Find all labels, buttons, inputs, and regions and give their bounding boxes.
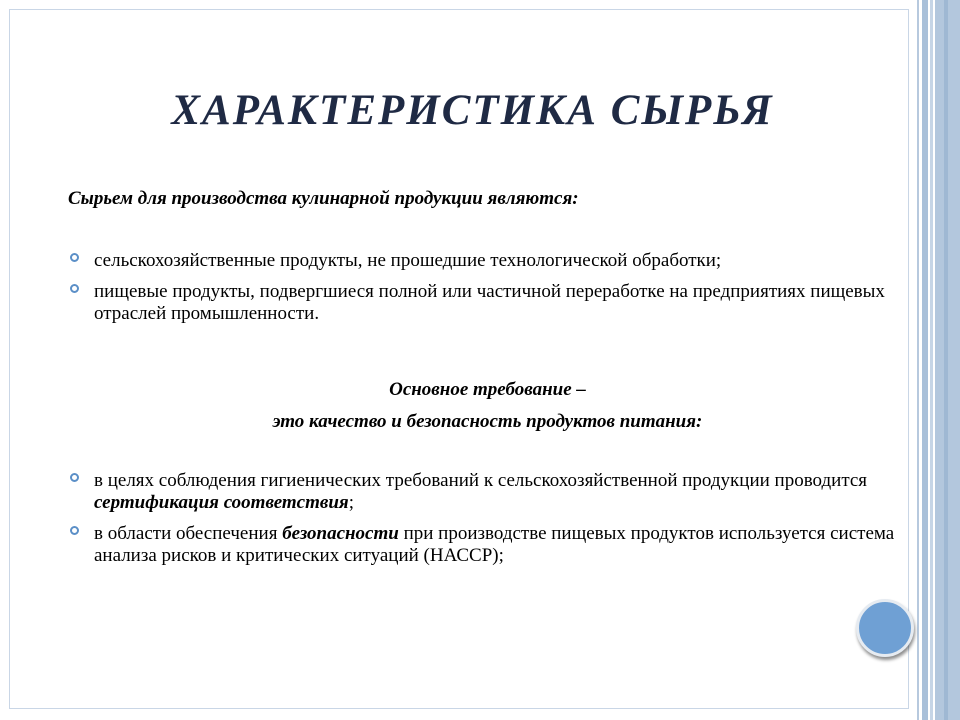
list-item (68, 470, 908, 514)
requirement-subheading: это качество и безопасность продуктов питания: (272, 411, 703, 432)
list-item (68, 250, 908, 272)
requirement-heading: Основное требование – (389, 379, 586, 400)
list-item-text: при производстве пищевых продуктов используется система анализа рисков и критических ситуаций (НАССР); (94, 523, 895, 566)
list-item-text: пищевые продукты, подвергшиеся полной или частичной переработке на предприятиях пищевых отраслей промышленности. (94, 281, 885, 324)
measures-list (68, 470, 908, 576)
emphasis-text: сертификация соответствия (94, 492, 349, 513)
intro-text: Сырьем для производства кулинарной продукции являются: (68, 188, 579, 209)
list-item-text: сельскохозяйственные продукты, не прошедшие технологической обработки; (94, 250, 722, 271)
list-item (68, 523, 908, 567)
emphasis-text: безопасности (282, 523, 399, 544)
list-item-text: ; (348, 492, 354, 513)
slide-title: ХАРАКТЕРИСТИКА СЫРЬЯ (171, 87, 774, 134)
list-item-text: в целях соблюдения гигиенических требований к сельскохозяйственной продукции проводится (94, 470, 868, 491)
raw-materials-list (68, 250, 908, 334)
bullet-icon (70, 473, 79, 482)
list-item (68, 281, 908, 325)
bullet-icon (70, 284, 79, 293)
bullet-icon (70, 526, 79, 535)
bullet-icon (70, 253, 79, 262)
list-item-text: в области обеспечения (94, 523, 283, 544)
decorative-circle (856, 599, 914, 657)
